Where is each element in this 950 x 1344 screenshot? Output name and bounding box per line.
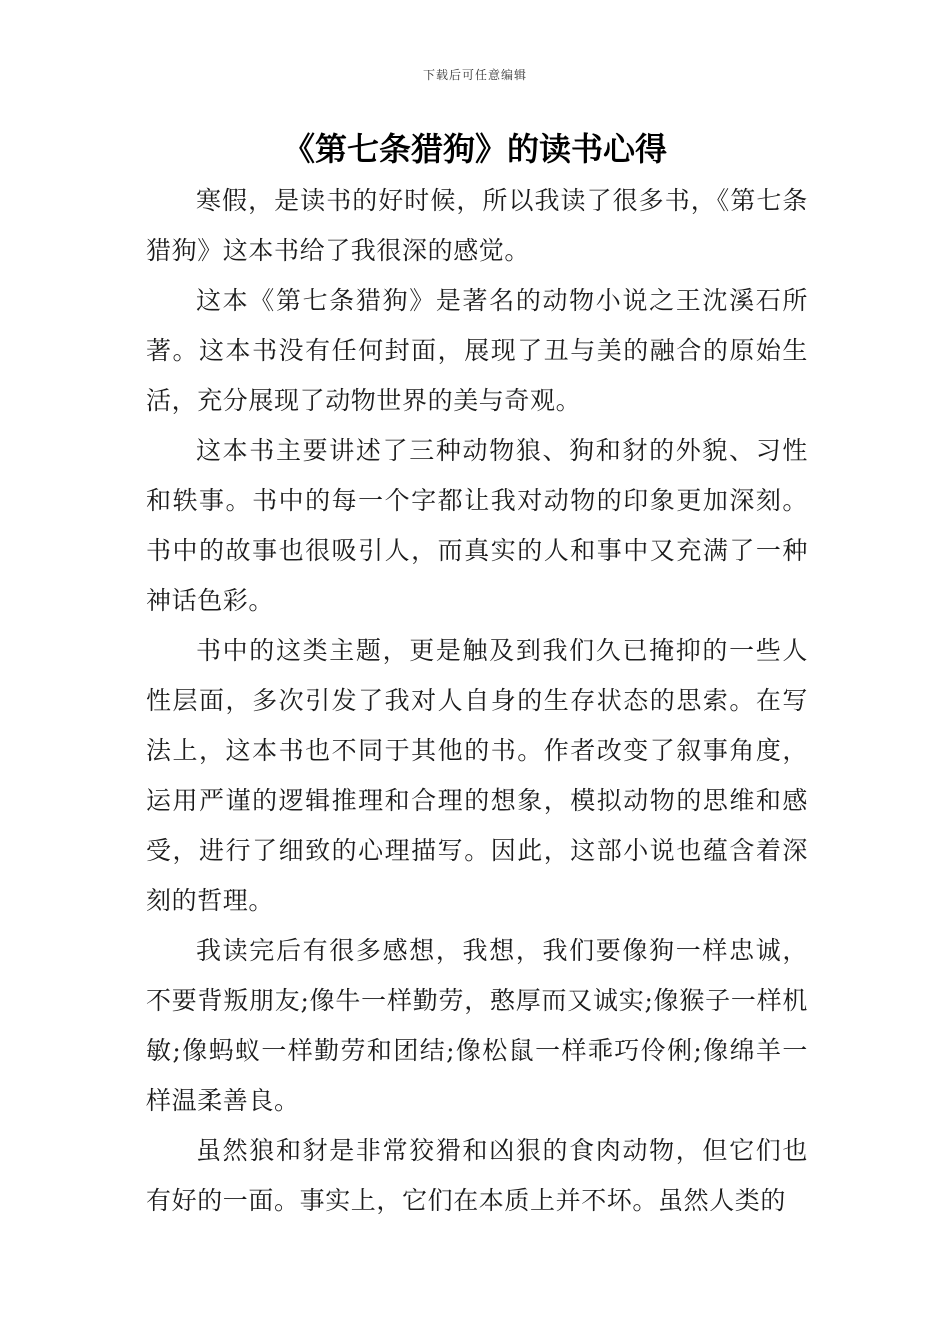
header-note: 下载后可任意编辑	[422, 68, 527, 82]
document-title: 《第七条猎狗》的读书心得	[282, 130, 667, 168]
document-body	[146, 176, 808, 1226]
paragraph: 我读完后有很多感想，我想，我们要像狗一样忠诚，不要背叛朋友;像牛一样勤劳，憨厚而又诚实;像猴子一样机敏;像蚂蚁一样勤劳和团结;像松鼠一样乖巧伶俐;像绵羊一样温柔善良。	[146, 936, 808, 1115]
paragraph: 这本书主要讲述了三种动物狼、狗和豺的外貌、习性和轶事。书中的每一个字都让我对动物的印象更加深刻。书中的故事也很吸引人，而真实的人和事中又充满了一种神话色彩。	[146, 436, 808, 615]
paragraph: 寒假，是读书的好时候，所以我读了很多书，《第七条猎狗》这本书给了我很深的感觉。	[146, 186, 808, 265]
paragraph: 虽然狼和豺是非常狡猾和凶狠的食肉动物，但它们也有好的一面。事实上，它们在本质上并不坏。虽然人类的	[146, 1136, 808, 1215]
paragraph: 书中的这类主题，更是触及到我们久已掩抑的一些人性层面，多次引发了我对人自身的生存状态的思索。在写法上，这本书也不同于其他的书。作者改变了叙事角度，运用严谨的逻辑推理和合理的想象，模拟动物的思维和感受，进行了细致的心理描写。因此，这部小说也蕴含着深刻的哲理。	[146, 636, 808, 915]
paragraph: 这本《第七条猎狗》是著名的动物小说之王沈溪石所著。这本书没有任何封面，展现了丑与美的融合的原始生活，充分展现了动物世界的美与奇观。	[146, 286, 808, 415]
